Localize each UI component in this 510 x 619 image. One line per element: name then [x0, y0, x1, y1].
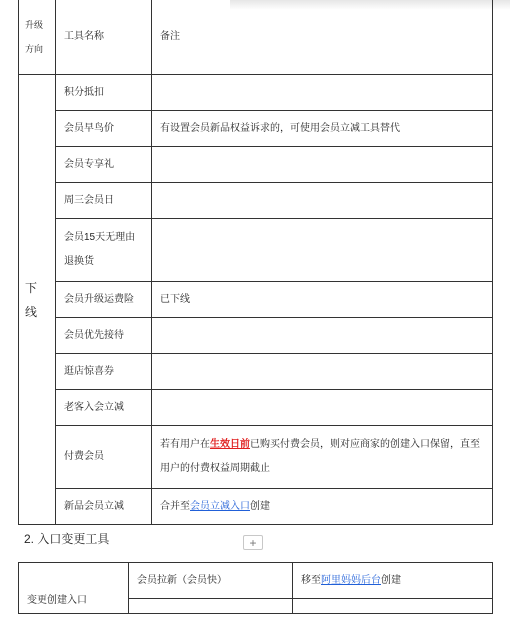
remark-text: 创建	[381, 574, 401, 586]
remark-cell	[152, 426, 493, 489]
table-header-row	[19, 0, 493, 75]
remark-cell: 已下线	[152, 282, 493, 318]
table-row	[19, 111, 493, 147]
remark-text: 已购买付费会员，则对应商家的创建入口保留，直至用户的付费权益周期截止	[160, 439, 480, 474]
remark-cell	[293, 563, 493, 599]
add-button[interactable]	[243, 535, 263, 550]
remark-cell: 有设置会员新品权益诉求的，可使用会员立减工具替代	[152, 111, 493, 147]
remark-cell	[152, 147, 493, 183]
header-direction: 升级方向	[19, 0, 56, 75]
tool-name-cell: 会员早鸟价	[56, 111, 152, 147]
table-row	[19, 183, 493, 219]
entry-change-table	[18, 562, 493, 614]
remark-cell	[152, 75, 493, 111]
remark-cell	[152, 219, 493, 282]
offline-tools-table	[18, 0, 493, 525]
member-discount-entry-link[interactable]: 会员立减入口	[190, 500, 250, 512]
tool-name-cell: 周三会员日	[56, 183, 152, 219]
tool-name-cell: 会员升级运费险	[56, 282, 152, 318]
tool-name-cell: 付费会员	[56, 426, 152, 489]
tool-name-cell: 积分抵扣	[56, 75, 152, 111]
section-heading: 2. 入口变更工具	[24, 532, 110, 546]
remark-text: 创建	[250, 500, 270, 512]
remark-cell	[152, 489, 493, 525]
row-label-cell: 变更创建入口	[19, 563, 129, 614]
alimama-backend-link[interactable]: 阿里妈妈后台	[321, 574, 381, 586]
tool-name-cell: 老客入会立减	[56, 390, 152, 426]
tool-name-cell: 会员15天无理由退换货	[56, 219, 152, 282]
remark-text: 合并至	[160, 500, 190, 512]
remark-text: 移至	[301, 574, 321, 586]
table-row	[19, 282, 493, 318]
tool-name-cell: 新品会员立减	[56, 489, 152, 525]
table-row	[19, 147, 493, 183]
table-row	[19, 426, 493, 489]
remark-text: 若有用户在	[160, 439, 210, 450]
tool-name-cell: 会员专享礼	[56, 147, 152, 183]
direction-cell: 下线	[19, 75, 56, 525]
tool-name-cell	[129, 599, 293, 614]
remark-cell	[152, 354, 493, 390]
header-remark: 备注	[152, 0, 493, 75]
table-row	[19, 563, 493, 599]
table-row	[19, 390, 493, 426]
tool-name-cell: 会员拉新（会员快）	[129, 563, 293, 599]
table-row	[19, 219, 493, 282]
table-row	[19, 318, 493, 354]
header-tool-name: 工具名称	[56, 0, 152, 75]
remark-cell	[152, 390, 493, 426]
plus-icon: +	[249, 535, 257, 550]
tool-name-cell: 会员优先接待	[56, 318, 152, 354]
table-row	[19, 489, 493, 525]
remark-cell	[293, 599, 493, 614]
tool-name-cell: 逛店惊喜券	[56, 354, 152, 390]
remark-cell	[152, 318, 493, 354]
effective-date-highlight: 生效日前	[210, 439, 250, 450]
table-row	[19, 354, 493, 390]
table-row	[19, 75, 493, 111]
remark-cell	[152, 183, 493, 219]
